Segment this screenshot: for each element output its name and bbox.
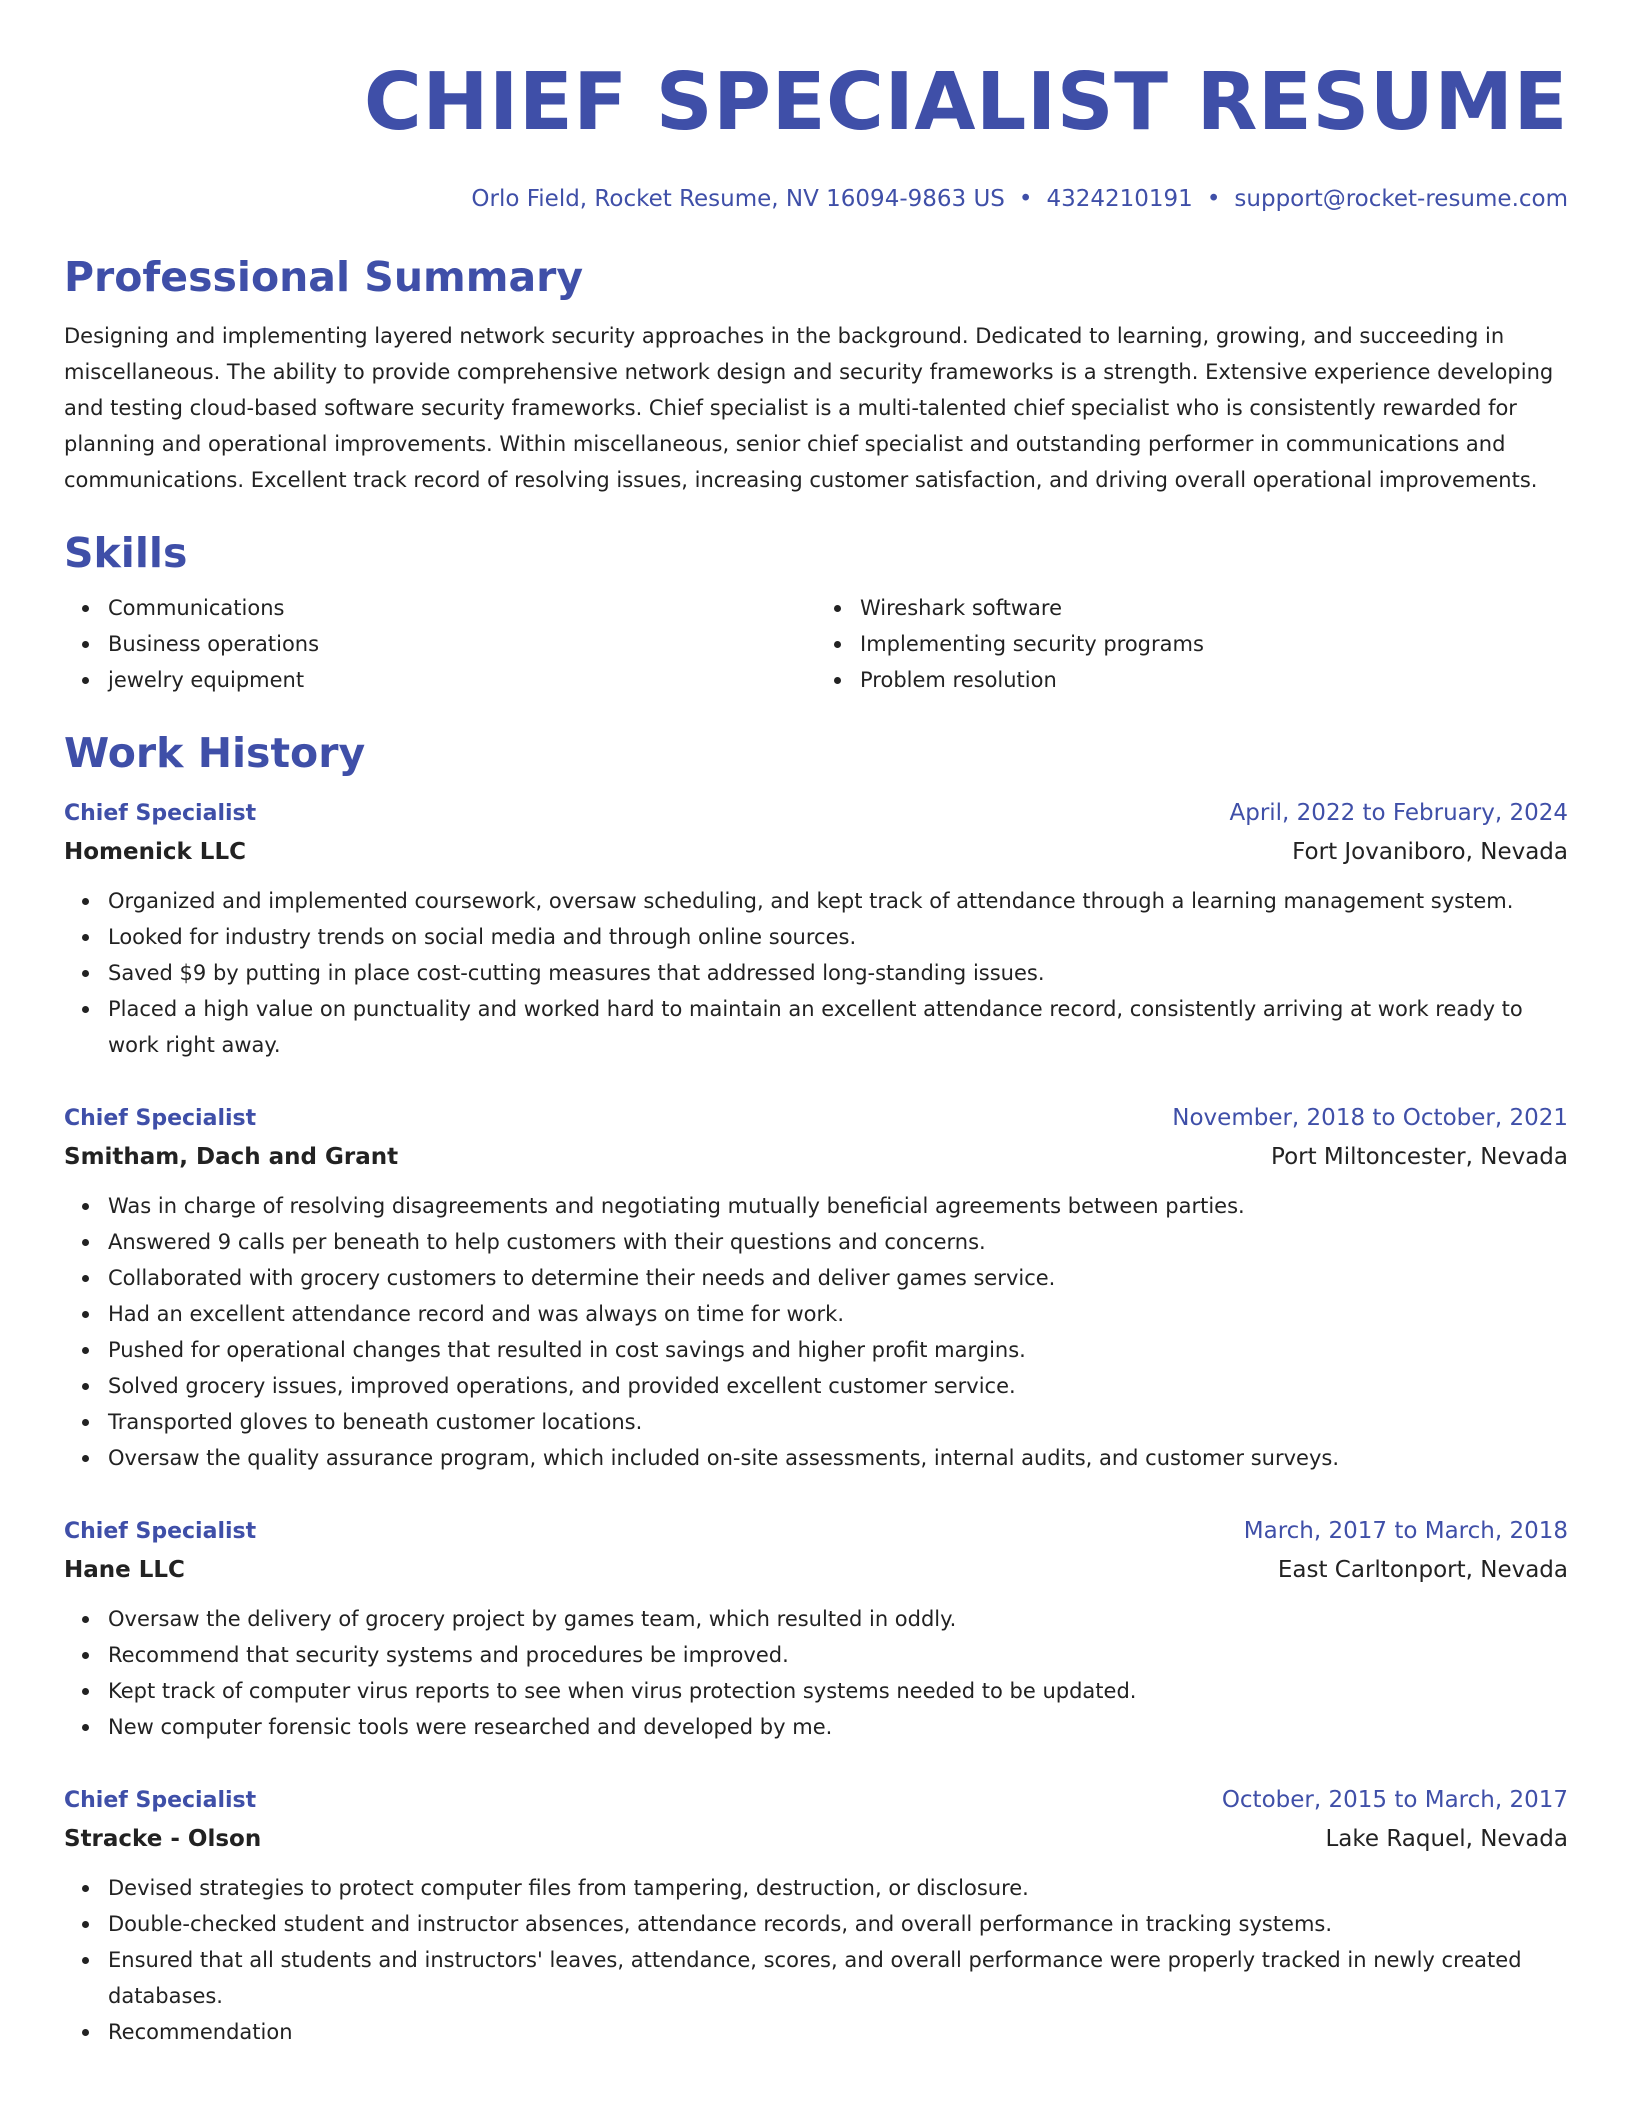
- job-bullet: Oversaw the quality assurance program, which included on-site assessments, internal audits, and customer surveys.: [108, 1440, 1568, 1476]
- contact-phone: 4324210191: [1046, 186, 1193, 212]
- job-company: Smitham, Dach and Grant: [64, 1144, 399, 1170]
- job-entry: [64, 794, 1568, 1063]
- work-history-heading: Work History: [64, 729, 366, 777]
- job-bullet: New computer forensic tools were researched and developed by me.: [108, 1709, 1568, 1745]
- skill-item: Wireshark software: [860, 590, 1568, 626]
- job-bullets: [64, 1188, 1568, 1476]
- job-entry: [64, 1781, 1568, 2050]
- job-company: Stracke - Olson: [64, 1826, 262, 1852]
- skill-item: Communications: [108, 590, 816, 626]
- job-dates: November, 2018 to October, 2021: [1172, 1105, 1568, 1131]
- job-bullet: Pushed for operational changes that resulted in cost savings and higher profit margins.: [108, 1332, 1568, 1368]
- skills-list: [64, 590, 1568, 698]
- job-bullet: Oversaw the delivery of grocery project by games team, which resulted in oddly.: [108, 1601, 1568, 1637]
- skill-item: Problem resolution: [860, 662, 1568, 698]
- job-dates: March, 2017 to March, 2018: [1243, 1518, 1568, 1544]
- job-company: Hane LLC: [64, 1557, 185, 1583]
- job-bullet: Placed a high value on punctuality and worked hard to maintain an excellent attendance record, consistently arriving at work ready to work right away.: [108, 991, 1568, 1063]
- resume-title: CHIEF SPECIALIST RESUME: [363, 56, 1568, 148]
- skills-heading: Skills: [64, 529, 188, 577]
- job-bullet: Answered 9 calls per beneath to help customers with their questions and concerns.: [108, 1224, 1568, 1260]
- job-bullet: Looked for industry trends on social media and through online sources.: [108, 919, 1568, 955]
- job-title: Chief Specialist: [64, 1106, 257, 1131]
- job-bullet: Organized and implemented coursework, oversaw scheduling, and kept track of attendance through a learning management system.: [108, 883, 1568, 919]
- job-entry: [64, 1099, 1568, 1476]
- job-title: Chief Specialist: [64, 1519, 257, 1544]
- contact-line: [64, 184, 1568, 214]
- resume-header: [64, 56, 1568, 214]
- summary-heading: Professional Summary: [64, 253, 584, 301]
- job-bullets: [64, 883, 1568, 1063]
- job-bullet: Ensured that all students and instructors' leaves, attendance, scores, and overall performance were properly tracked in newly created databases.: [108, 1942, 1568, 2014]
- job-bullet: Devised strategies to protect computer files from tampering, destruction, or disclosure.: [108, 1870, 1568, 1906]
- skills-column-left: [64, 590, 816, 698]
- job-bullet: Solved grocery issues, improved operations, and provided excellent customer service.: [108, 1368, 1568, 1404]
- job-location: Port Miltoncester, Nevada: [1271, 1144, 1568, 1170]
- job-location: Lake Raquel, Nevada: [1325, 1826, 1568, 1852]
- job-entry: [64, 1512, 1568, 1745]
- job-location: East Carltonport, Nevada: [1277, 1557, 1568, 1583]
- contact-email: support@rocket-resume.com: [1234, 186, 1568, 212]
- skill-item: Implementing security programs: [860, 626, 1568, 662]
- job-bullet: Was in charge of resolving disagreements and negotiating mutually beneficial agreements between parties.: [108, 1188, 1568, 1224]
- job-bullet: Recommend that security systems and procedures be improved.: [108, 1637, 1568, 1673]
- job-dates: October, 2015 to March, 2017: [1221, 1787, 1568, 1813]
- job-location: Fort Jovaniboro, Nevada: [1292, 839, 1568, 865]
- contact-separator: •: [1206, 186, 1221, 212]
- job-bullet: Recommendation: [108, 2014, 1568, 2050]
- contact-address: Orlo Field, Rocket Resume, NV 16094-9863 US: [471, 186, 1005, 212]
- skill-item: jewelry equipment: [108, 662, 816, 698]
- job-bullet: Transported gloves to beneath customer locations.: [108, 1404, 1568, 1440]
- contact-separator: •: [1018, 186, 1033, 212]
- skill-item: Business operations: [108, 626, 816, 662]
- summary-text: Designing and implementing layered network security approaches in the background. Dedicated to learning, growing, and succeeding in miscellaneous. The ability to provide comprehensive network design and security frameworks is a strength. Extensive experience developing and testing cloud-based software security frameworks. Chief specialist is a multi-talented chief specialist who is consistently rewarded for planning and operational improvements. Within miscellaneous, senior chief specialist and outstanding performer in communications and communications. Excellent track record of resolving issues, increasing customer satisfaction, and driving overall operational improvements.: [64, 324, 1554, 492]
- job-dates: April, 2022 to February, 2024: [1229, 800, 1568, 826]
- job-title: Chief Specialist: [64, 801, 257, 826]
- job-bullet: Collaborated with grocery customers to determine their needs and deliver games service.: [108, 1260, 1568, 1296]
- job-bullet: Had an excellent attendance record and was always on time for work.: [108, 1296, 1568, 1332]
- job-bullet: Saved $9 by putting in place cost-cutting measures that addressed long-standing issues.: [108, 955, 1568, 991]
- job-title: Chief Specialist: [64, 1788, 257, 1813]
- job-bullets: [64, 1870, 1568, 2050]
- job-bullets: [64, 1601, 1568, 1745]
- skills-column-right: [816, 590, 1568, 698]
- job-company: Homenick LLC: [64, 839, 247, 865]
- job-bullet: Double-checked student and instructor absences, attendance records, and overall performance in tracking systems.: [108, 1906, 1568, 1942]
- job-bullet: Kept track of computer virus reports to see when virus protection systems needed to be updated.: [108, 1673, 1568, 1709]
